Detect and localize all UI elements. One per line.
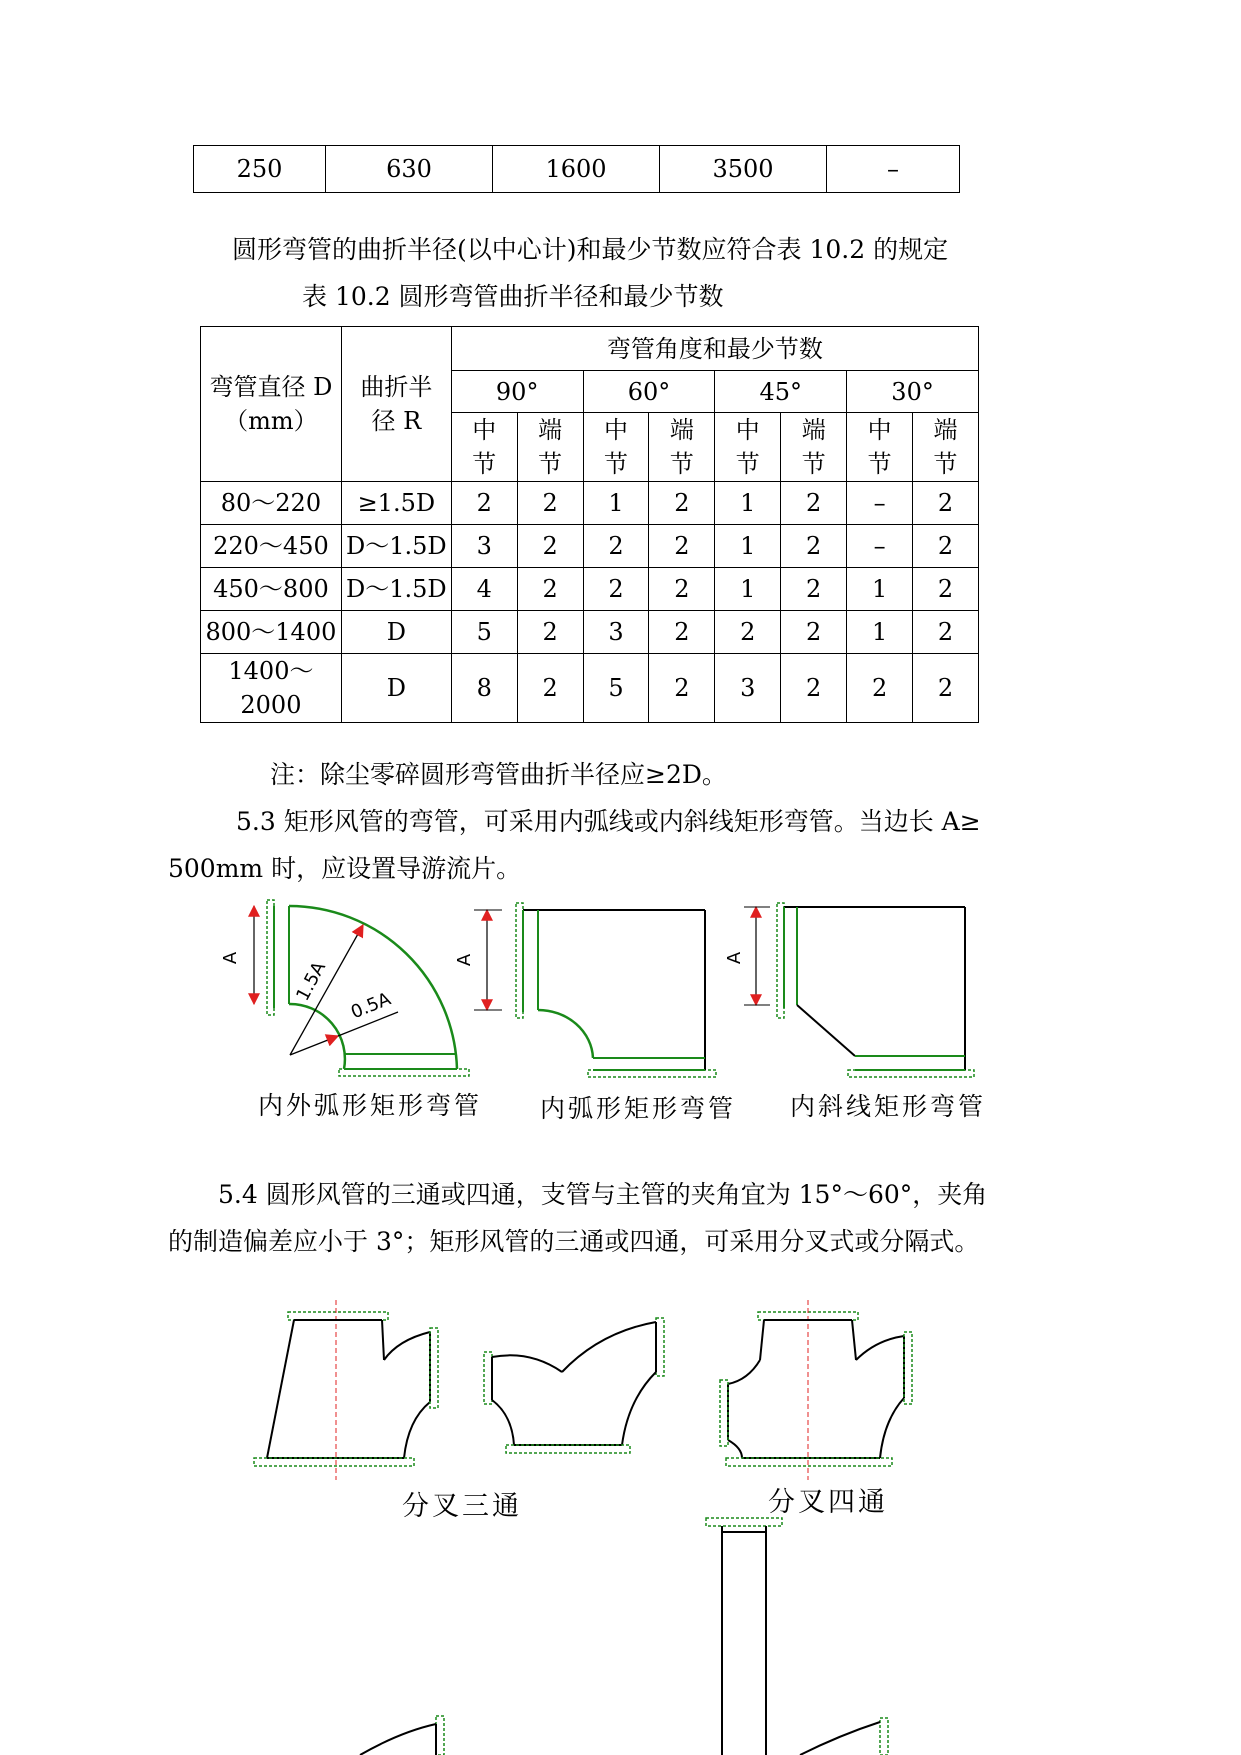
cell-diameter: 220～450 <box>201 525 342 568</box>
paragraph-5-3-line1: 5.3 矩形风管的弯管，可采用内弧线或内斜线矩形弯管。当边长 A≥ <box>236 807 981 836</box>
cell-count: 2 <box>781 525 847 568</box>
sub-header-line2: 节 <box>604 450 629 478</box>
caption-inner-arc-elbow: 内弧形矩形弯管 <box>540 1094 737 1123</box>
sub-header-line1: 中 <box>735 416 760 444</box>
cell-count: 2 <box>913 611 979 654</box>
header-diameter-line2: （mm） <box>224 407 318 435</box>
cell-diameter: 80～220 <box>201 482 342 525</box>
cell-count: 2 <box>913 525 979 568</box>
label-a: A <box>220 951 241 965</box>
sub-header-line1: 端 <box>933 416 958 444</box>
sub-header-line2: 节 <box>735 450 760 478</box>
header-angle: 45° <box>715 371 847 413</box>
sub-header-line2: 节 <box>669 450 694 478</box>
paragraph-5-4-line2: 的制造偏差应小于 3°；矩形风管的三通或四通，可采用分叉式或分隔式。 <box>168 1227 980 1256</box>
cell-count: 3 <box>715 654 781 723</box>
table-title: 表 10.2 圆形弯管曲折半径和最少节数 <box>302 282 724 311</box>
cell-diameter-line: 1400～ <box>228 657 314 685</box>
cell-count: – <box>847 525 913 568</box>
label-0-5a: 0.5A <box>348 988 394 1024</box>
cell-count: 1 <box>715 482 781 525</box>
cell-count: 1 <box>847 568 913 611</box>
cell-count: 1 <box>715 568 781 611</box>
cell-count: 2 <box>781 568 847 611</box>
cell-count: 2 <box>715 611 781 654</box>
header-radius-line2: 径 R <box>371 407 422 435</box>
cell-count: 2 <box>583 568 649 611</box>
cell-count: 2 <box>583 525 649 568</box>
cell-radius: D～1.5D <box>341 525 451 568</box>
partial-figures-bottom <box>360 1518 888 1755</box>
cell-count: 2 <box>517 525 583 568</box>
elbow-inner-arc-figure <box>454 903 716 1077</box>
cell-count: 3 <box>451 525 517 568</box>
sub-header-line1: 端 <box>801 416 826 444</box>
cell-count: 1 <box>715 525 781 568</box>
tee-figure-1 <box>254 1300 438 1480</box>
cell-radius: D <box>341 654 451 723</box>
cell-count: 2 <box>781 654 847 723</box>
cell-count: – <box>847 482 913 525</box>
cell: 250 <box>194 146 326 193</box>
cell-count: 5 <box>451 611 517 654</box>
paragraph-5-3-line2: 500mm 时，应设置导游流片。 <box>168 854 522 883</box>
caption-cross: 分叉四通 <box>768 1487 888 1518</box>
cell: – <box>827 146 960 193</box>
cell-count: 2 <box>517 611 583 654</box>
cell-diameter: 800～1400 <box>201 611 342 654</box>
header-diameter-line1: 弯管直径 D <box>209 373 333 401</box>
caption-slant-elbow: 内斜线矩形弯管 <box>790 1092 987 1121</box>
cell-count: 2 <box>913 654 979 723</box>
label-a: A <box>724 951 745 965</box>
cell-count: 2 <box>451 482 517 525</box>
caption-arc-elbow: 内外弧形矩形弯管 <box>258 1091 483 1120</box>
cell-count: 2 <box>649 482 715 525</box>
cell-count: 1 <box>583 482 649 525</box>
sub-header-line2: 节 <box>538 450 563 478</box>
cell-count: 8 <box>451 654 517 723</box>
cell: 1600 <box>493 146 660 193</box>
header-radius-line1: 曲折半 <box>360 373 433 401</box>
cell-count: 2 <box>517 654 583 723</box>
label-1-5a: 1.5A <box>292 958 331 1005</box>
cell-count: 2 <box>517 568 583 611</box>
elbow-arc-figure <box>220 900 469 1076</box>
caption-tee: 分叉三通 <box>402 1491 522 1522</box>
cell-count: 2 <box>847 654 913 723</box>
label-a: A <box>454 953 475 967</box>
cell-diameter: 450～800 <box>201 568 342 611</box>
cell: 630 <box>326 146 493 193</box>
cell-count: 2 <box>649 568 715 611</box>
cell-radius: D <box>341 611 451 654</box>
header-angle: 60° <box>583 371 715 413</box>
cell-count: 3 <box>583 611 649 654</box>
cell-count: 2 <box>649 525 715 568</box>
cell-count: 2 <box>517 482 583 525</box>
cell: 3500 <box>660 146 827 193</box>
cell-count: 2 <box>913 482 979 525</box>
elbow-slant-figure <box>724 903 974 1077</box>
header-angle: 30° <box>847 371 979 413</box>
cell-count: 2 <box>781 482 847 525</box>
cell-count: 2 <box>649 654 715 723</box>
header-angle-group: 弯管角度和最少节数 <box>451 327 978 371</box>
cell-count: 1 <box>847 611 913 654</box>
sub-header-line2: 节 <box>933 450 958 478</box>
cell-diameter-line: 2000 <box>240 691 302 719</box>
header-angle: 90° <box>451 371 583 413</box>
cell-count: 4 <box>451 568 517 611</box>
cell-count: 5 <box>583 654 649 723</box>
cell-count: 2 <box>913 568 979 611</box>
intro-text: 圆形弯管的曲折半径(以中心计)和最少节数应符合表 10.2 的规定 <box>232 235 949 264</box>
cell-radius: D～1.5D <box>341 568 451 611</box>
cell-count: 2 <box>781 611 847 654</box>
tee-figure-2 <box>484 1318 664 1453</box>
sub-header-line2: 节 <box>801 450 826 478</box>
sub-header-line1: 端 <box>669 416 694 444</box>
cell-radius: ≥1.5D <box>341 482 451 525</box>
sub-header-line1: 中 <box>472 416 497 444</box>
sub-header-line1: 中 <box>867 416 892 444</box>
paragraph-5-4-line1: 5.4 圆形风管的三通或四通，支管与主管的夹角宜为 15°～60°，夹角 <box>218 1180 988 1209</box>
sub-header-line2: 节 <box>867 450 892 478</box>
cross-figure <box>720 1300 912 1480</box>
cell-count: 2 <box>649 611 715 654</box>
sub-header-line2: 节 <box>472 450 497 478</box>
sub-header-line1: 中 <box>604 416 629 444</box>
note-text: 注：除尘零碎圆形弯管曲折半径应≥2D。 <box>270 760 727 789</box>
sub-header-line1: 端 <box>538 416 563 444</box>
